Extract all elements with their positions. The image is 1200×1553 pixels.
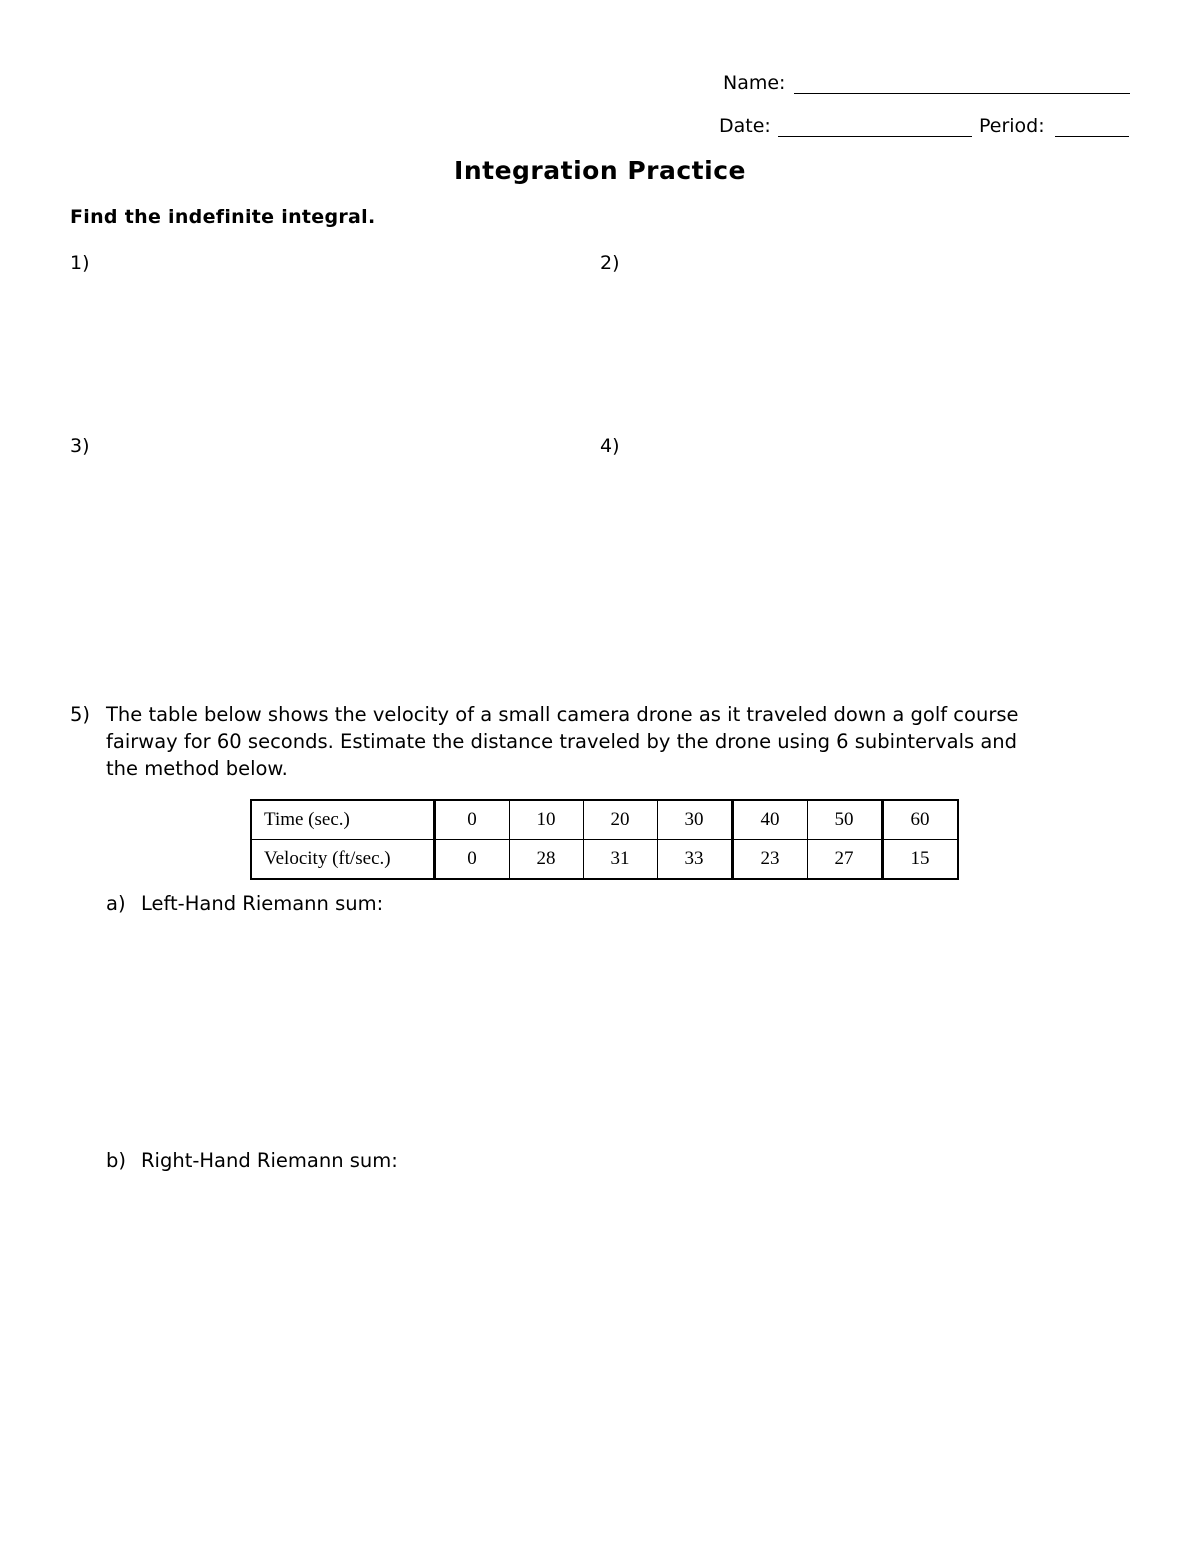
table-row-velocity — [251, 840, 958, 880]
date-blank[interactable] — [778, 136, 972, 137]
name-label: Name: — [723, 72, 786, 94]
problem-3-number: 3) — [70, 435, 90, 457]
part-b-letter: b) — [106, 1149, 126, 1172]
problem-5-number: 5) — [70, 703, 91, 726]
table-cell: 30 — [657, 800, 732, 840]
table-row-time — [251, 800, 958, 840]
table-header-velocity: Velocity (ft/sec.) — [251, 840, 434, 880]
part-b-text: Right-Hand Riemann sum: — [141, 1149, 398, 1172]
table-cell: 23 — [732, 840, 807, 880]
table-cell: 33 — [657, 840, 732, 880]
table-cell: 0 — [434, 840, 509, 880]
part-a-text: Left-Hand Riemann sum: — [141, 892, 384, 915]
period-blank[interactable] — [1055, 136, 1129, 137]
instructions: Find the indefinite integral. — [70, 206, 376, 228]
table-header-time: Time (sec.) — [251, 800, 434, 840]
problem-4-number: 4) — [600, 435, 620, 457]
period-label: Period: — [979, 115, 1045, 137]
table-cell: 27 — [807, 840, 882, 880]
velocity-table — [250, 799, 959, 880]
problem-5-line-2: fairway for 60 seconds. Estimate the distance traveled by the drone using 6 subintervals and — [106, 730, 1018, 753]
page-title: Integration Practice — [454, 156, 746, 185]
problem-2-number: 2) — [600, 252, 620, 274]
problem-5-text — [106, 701, 1146, 782]
table-cell: 0 — [434, 800, 509, 840]
problem-5-line-1: The table below shows the velocity of a small camera drone as it traveled down a golf course — [106, 703, 1019, 726]
problem-1-number: 1) — [70, 252, 90, 274]
problem-5-line-3: the method below. — [106, 757, 288, 780]
table-cell: 40 — [732, 800, 807, 840]
date-label: Date: — [719, 115, 771, 137]
table-cell: 60 — [882, 800, 958, 840]
name-blank[interactable] — [794, 93, 1130, 94]
part-a-letter: a) — [106, 892, 126, 915]
table-cell: 15 — [882, 840, 958, 880]
table-cell: 31 — [583, 840, 657, 880]
table-cell: 20 — [583, 800, 657, 840]
table-cell: 10 — [509, 800, 583, 840]
table-cell: 50 — [807, 800, 882, 840]
table-cell: 28 — [509, 840, 583, 880]
